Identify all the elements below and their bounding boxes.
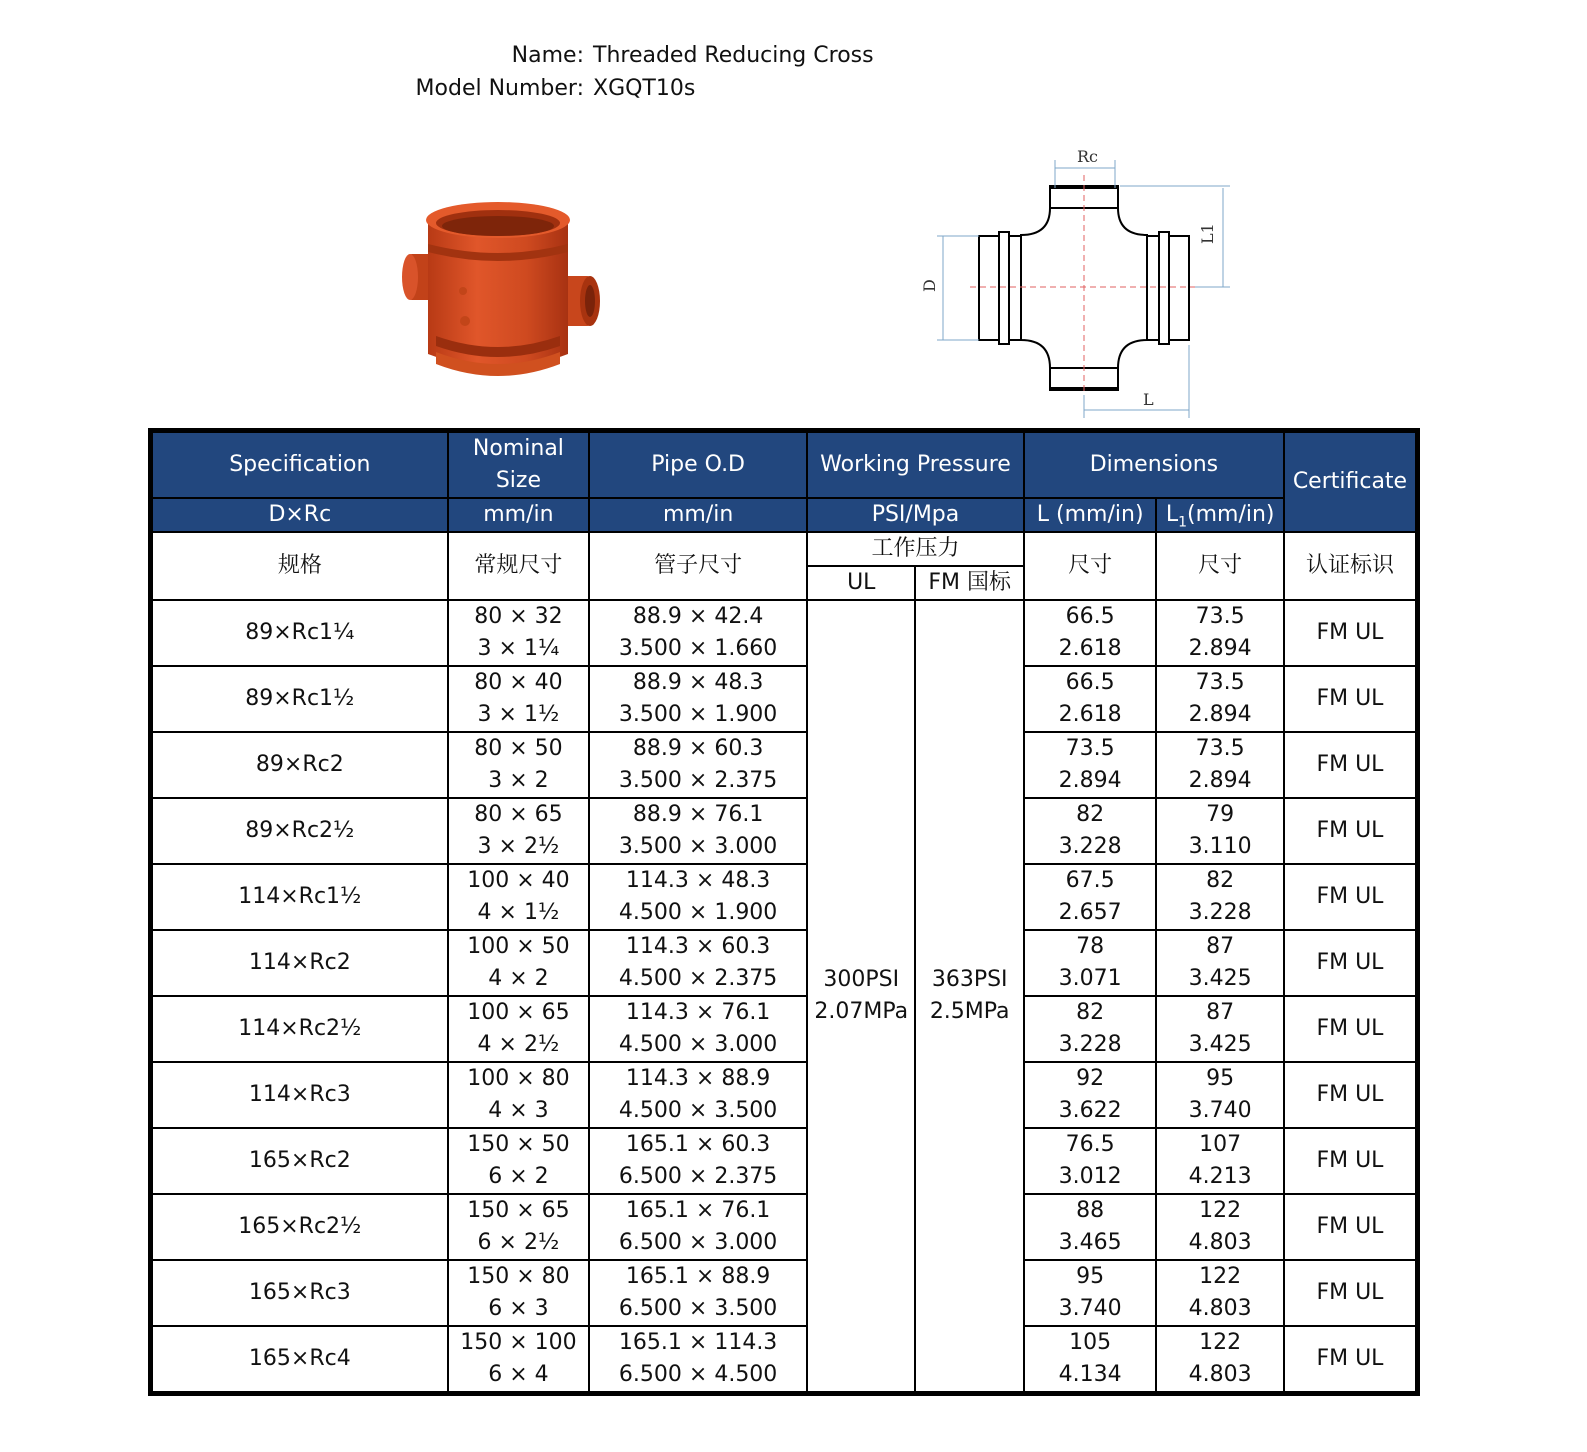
cell-pipe-od-in: 3.500 × 3.000 xyxy=(618,834,778,859)
cell-l-mm: 88 xyxy=(1076,1198,1105,1223)
certificate-value: FM UL xyxy=(1316,686,1384,711)
certificate-value: FM UL xyxy=(1316,884,1384,909)
cell-pipe-od xyxy=(589,600,807,666)
cell-pipe-od xyxy=(589,864,807,930)
cell-certificate xyxy=(1284,1194,1418,1260)
cell-l xyxy=(1024,1128,1157,1194)
cell-l1 xyxy=(1156,1194,1284,1260)
cell-l1 xyxy=(1156,798,1284,864)
cn-nominal-size: 常规尺寸 xyxy=(448,532,590,600)
cell-l-mm: 82 xyxy=(1076,1000,1105,1025)
cell-l-in: 3.012 xyxy=(1058,1164,1122,1189)
cell-l-in: 3.228 xyxy=(1058,834,1122,859)
cell-l-mm: 67.5 xyxy=(1065,868,1115,893)
cell-l-in: 2.618 xyxy=(1058,636,1122,661)
cell-pressure-fm xyxy=(915,600,1023,1394)
cell-l1 xyxy=(1156,732,1284,798)
cell-nominal-in: 4 × 2 xyxy=(488,966,549,991)
spec-value: 89×Rc1½ xyxy=(245,686,355,711)
cell-nominal-mm: 100 × 50 xyxy=(467,934,570,959)
cell-nominal-in: 6 × 2 xyxy=(488,1164,549,1189)
cell-l-mm: 82 xyxy=(1076,802,1105,827)
table-row xyxy=(151,864,1418,930)
cell-l xyxy=(1024,996,1157,1062)
cell-l1-in: 3.740 xyxy=(1188,1098,1252,1123)
cell-l1 xyxy=(1156,600,1284,666)
cell-pipe-od-mm: 114.3 × 88.9 xyxy=(625,1066,771,1091)
cell-nominal-in: 3 × 2½ xyxy=(477,834,560,859)
cell-pipe-od-in: 4.500 × 3.000 xyxy=(618,1032,778,1057)
cell-l xyxy=(1024,1194,1157,1260)
model-number: XGQT10s xyxy=(593,76,696,101)
cell-l1-in: 3.228 xyxy=(1188,900,1252,925)
header-specification: Specification xyxy=(151,431,448,499)
cell-nominal xyxy=(448,732,590,798)
spec-value: 114×Rc2 xyxy=(248,950,351,975)
cell-nominal xyxy=(448,1260,590,1326)
cell-certificate xyxy=(1284,1062,1418,1128)
cell-spec xyxy=(151,1260,448,1326)
cell-nominal xyxy=(448,1062,590,1128)
cell-nominal xyxy=(448,600,590,666)
cell-nominal-mm: 150 × 65 xyxy=(467,1198,570,1223)
certificate-value: FM UL xyxy=(1316,1280,1384,1305)
cell-pipe-od-mm: 88.9 × 60.3 xyxy=(632,736,764,761)
cell-l1-mm: 87 xyxy=(1206,1000,1235,1025)
cell-l-in: 2.894 xyxy=(1058,768,1122,793)
cell-certificate xyxy=(1284,930,1418,996)
cell-nominal xyxy=(448,996,590,1062)
cell-nominal-in: 3 × 1¼ xyxy=(477,636,560,661)
table-row xyxy=(151,798,1418,864)
cell-pipe-od-mm: 114.3 × 76.1 xyxy=(625,1000,771,1025)
cell-l1-mm: 122 xyxy=(1199,1264,1242,1289)
cell-spec xyxy=(151,1062,448,1128)
cell-nominal-in: 6 × 4 xyxy=(488,1362,549,1387)
cell-pipe-od-in: 3.500 × 1.660 xyxy=(618,636,778,661)
cn-pipe-od: 管子尺寸 xyxy=(589,532,807,600)
unit-specification: D×Rc xyxy=(151,498,448,532)
cell-l1-mm: 87 xyxy=(1206,934,1235,959)
certificate-value: FM UL xyxy=(1316,1082,1384,1107)
certificate-value: FM UL xyxy=(1316,752,1384,777)
certificate-value: FM UL xyxy=(1316,1016,1384,1041)
cn-working-pressure: 工作压力 xyxy=(807,532,1024,566)
header-nominal-size xyxy=(448,431,590,499)
cell-certificate xyxy=(1284,600,1418,666)
certificate-value: FM UL xyxy=(1316,950,1384,975)
cell-pipe-od-mm: 88.9 × 76.1 xyxy=(632,802,764,827)
cn-fm: FM 国标 xyxy=(915,566,1023,600)
cell-nominal-mm: 80 × 50 xyxy=(474,736,563,761)
table-row xyxy=(151,1128,1418,1194)
cell-l-mm: 73.5 xyxy=(1065,736,1115,761)
cell-nominal xyxy=(448,666,590,732)
cell-l-mm: 105 xyxy=(1069,1330,1112,1355)
model-label: Model Number: xyxy=(415,76,584,101)
certificate-value: FM UL xyxy=(1316,620,1384,645)
product-name: Threaded Reducing Cross xyxy=(593,43,874,68)
cell-pipe-od-in: 3.500 × 1.900 xyxy=(618,702,778,727)
unit-working-pressure: PSI/Mpa xyxy=(807,498,1024,532)
cell-l xyxy=(1024,1326,1157,1394)
header-working-pressure: Working Pressure xyxy=(807,431,1024,499)
cell-nominal-mm: 150 × 80 xyxy=(467,1264,570,1289)
cell-l1-in: 2.894 xyxy=(1188,636,1252,661)
unit-pipe-od: mm/in xyxy=(589,498,807,532)
cell-l1-in: 3.110 xyxy=(1188,834,1252,859)
cell-nominal-mm: 150 × 100 xyxy=(460,1330,577,1355)
cell-spec xyxy=(151,666,448,732)
spec-value: 114×Rc2½ xyxy=(238,1016,362,1041)
header-pipe-od: Pipe O.D xyxy=(589,431,807,499)
table-row xyxy=(151,1194,1418,1260)
cell-l1-mm: 95 xyxy=(1206,1066,1235,1091)
cell-l1 xyxy=(1156,996,1284,1062)
cell-nominal-mm: 80 × 65 xyxy=(474,802,563,827)
spec-value: 89×Rc1¼ xyxy=(245,620,355,645)
cell-pipe-od-in: 6.500 × 3.000 xyxy=(618,1230,778,1255)
cell-l-mm: 92 xyxy=(1076,1066,1105,1091)
cell-l xyxy=(1024,600,1157,666)
cell-pipe-od-mm: 165.1 × 76.1 xyxy=(625,1198,771,1223)
cell-pipe-od xyxy=(589,666,807,732)
cell-pipe-od-mm: 114.3 × 60.3 xyxy=(625,934,771,959)
cell-l1-in: 4.803 xyxy=(1188,1296,1252,1321)
unit-nominal-size: mm/in xyxy=(448,498,590,532)
cell-nominal xyxy=(448,864,590,930)
certificate-value: FM UL xyxy=(1316,1346,1384,1371)
spec-value: 89×Rc2½ xyxy=(245,818,355,843)
spec-value: 165×Rc2½ xyxy=(238,1214,362,1239)
cell-pipe-od-mm: 114.3 × 48.3 xyxy=(625,868,771,893)
cell-l-mm: 78 xyxy=(1076,934,1105,959)
cell-l-in: 3.740 xyxy=(1058,1296,1122,1321)
cell-pipe-od-in: 6.500 × 3.500 xyxy=(618,1296,778,1321)
cell-spec xyxy=(151,930,448,996)
specification-table xyxy=(148,428,1420,1396)
cell-pipe-od-mm: 88.9 × 42.4 xyxy=(632,604,764,629)
ul-mpa: 2.07MPa xyxy=(814,999,909,1024)
header-dimensions: Dimensions xyxy=(1024,431,1284,499)
certificate-value: FM UL xyxy=(1316,1148,1384,1173)
cell-pipe-od-mm: 165.1 × 114.3 xyxy=(618,1330,778,1355)
spec-value: 165×Rc3 xyxy=(248,1280,351,1305)
unit-l1-suffix: (mm/in) xyxy=(1187,502,1275,527)
cell-spec xyxy=(151,732,448,798)
cell-spec xyxy=(151,600,448,666)
cell-l1-mm: 107 xyxy=(1199,1132,1242,1157)
cell-l1 xyxy=(1156,1128,1284,1194)
table-row xyxy=(151,600,1418,666)
model-row xyxy=(0,73,1587,105)
fm-psi: 363PSI xyxy=(931,967,1008,992)
cn-l1: 尺寸 xyxy=(1156,532,1284,600)
cn-l: 尺寸 xyxy=(1024,532,1157,600)
spec-value: 165×Rc4 xyxy=(248,1346,351,1371)
cell-l1 xyxy=(1156,1062,1284,1128)
cell-spec xyxy=(151,1128,448,1194)
cell-l xyxy=(1024,798,1157,864)
cell-l1-mm: 73.5 xyxy=(1195,604,1245,629)
cell-l xyxy=(1024,1062,1157,1128)
cell-l xyxy=(1024,930,1157,996)
cell-spec xyxy=(151,864,448,930)
fm-mpa: 2.5MPa xyxy=(929,999,1010,1024)
cell-certificate xyxy=(1284,996,1418,1062)
cell-l-mm: 66.5 xyxy=(1065,670,1115,695)
table-row xyxy=(151,666,1418,732)
cell-pipe-od xyxy=(589,1128,807,1194)
cell-certificate xyxy=(1284,1128,1418,1194)
certificate-value: FM UL xyxy=(1316,818,1384,843)
cell-pipe-od-mm: 165.1 × 88.9 xyxy=(625,1264,771,1289)
cell-l1-in: 3.425 xyxy=(1188,966,1252,991)
dim-label-rc: Rc xyxy=(1077,147,1099,166)
cell-nominal xyxy=(448,798,590,864)
unit-l1 xyxy=(1156,498,1284,532)
header-nominal-size-line1: Nominal xyxy=(472,436,564,461)
cell-l1 xyxy=(1156,1326,1284,1394)
cell-l1-mm: 79 xyxy=(1206,802,1235,827)
cell-certificate xyxy=(1284,666,1418,732)
cell-nominal-mm: 100 × 80 xyxy=(467,1066,570,1091)
cell-l1-in: 4.803 xyxy=(1188,1230,1252,1255)
dim-label-d: D xyxy=(920,279,939,292)
cell-l xyxy=(1024,864,1157,930)
cell-pipe-od-mm: 165.1 × 60.3 xyxy=(625,1132,771,1157)
cell-l-in: 3.465 xyxy=(1058,1230,1122,1255)
name-row xyxy=(0,40,1587,72)
cell-l xyxy=(1024,666,1157,732)
cell-pipe-od-mm: 88.9 × 48.3 xyxy=(632,670,764,695)
unit-l1-sub: 1 xyxy=(1178,514,1188,531)
cell-pipe-od-in: 4.500 × 3.500 xyxy=(618,1098,778,1123)
cell-nominal xyxy=(448,1128,590,1194)
cn-specification: 规格 xyxy=(151,532,448,600)
cell-pipe-od xyxy=(589,732,807,798)
spec-value: 89×Rc2 xyxy=(255,752,344,777)
cell-l1-in: 3.425 xyxy=(1188,1032,1252,1057)
product-photo xyxy=(398,196,608,391)
cell-pipe-od-in: 6.500 × 4.500 xyxy=(618,1362,778,1387)
cell-pipe-od-in: 3.500 × 2.375 xyxy=(618,768,778,793)
cell-l1-in: 4.213 xyxy=(1188,1164,1252,1189)
spec-value: 114×Rc3 xyxy=(248,1082,351,1107)
cell-l1 xyxy=(1156,864,1284,930)
cell-spec xyxy=(151,1194,448,1260)
cell-l-in: 2.657 xyxy=(1058,900,1122,925)
cn-certificate: 认证标识 xyxy=(1284,532,1418,600)
cell-pipe-od-in: 4.500 × 1.900 xyxy=(618,900,778,925)
cell-l1-in: 2.894 xyxy=(1188,702,1252,727)
cell-l-in: 3.622 xyxy=(1058,1098,1122,1123)
spec-value: 165×Rc2 xyxy=(248,1148,351,1173)
cell-pipe-od xyxy=(589,996,807,1062)
cell-l-mm: 66.5 xyxy=(1065,604,1115,629)
cell-l-in: 2.618 xyxy=(1058,702,1122,727)
cell-nominal-mm: 100 × 65 xyxy=(467,1000,570,1025)
cell-nominal-in: 6 × 2½ xyxy=(477,1230,560,1255)
cell-pipe-od xyxy=(589,798,807,864)
cell-nominal-in: 3 × 1½ xyxy=(477,702,560,727)
cell-spec xyxy=(151,1326,448,1394)
cell-certificate xyxy=(1284,864,1418,930)
cell-l xyxy=(1024,732,1157,798)
cell-l1-mm: 73.5 xyxy=(1195,670,1245,695)
table-row xyxy=(151,1062,1418,1128)
cell-spec xyxy=(151,798,448,864)
unit-l1-prefix: L xyxy=(1165,502,1179,527)
cell-nominal-in: 6 × 3 xyxy=(488,1296,549,1321)
cell-nominal xyxy=(448,1194,590,1260)
table-row xyxy=(151,930,1418,996)
cell-nominal xyxy=(448,930,590,996)
cell-l1-mm: 122 xyxy=(1199,1330,1242,1355)
unit-l: L (mm/in) xyxy=(1024,498,1157,532)
table-row xyxy=(151,1260,1418,1326)
cell-nominal-mm: 100 × 40 xyxy=(467,868,570,893)
dim-label-l: L xyxy=(1143,390,1154,409)
table-row xyxy=(151,1326,1418,1394)
cell-certificate xyxy=(1284,732,1418,798)
cell-l1 xyxy=(1156,666,1284,732)
cell-pipe-od-in: 6.500 × 2.375 xyxy=(618,1164,778,1189)
header-certificate: Certificate xyxy=(1284,431,1418,533)
cell-l-mm: 76.5 xyxy=(1065,1132,1115,1157)
certificate-value: FM UL xyxy=(1316,1214,1384,1239)
cell-l1 xyxy=(1156,930,1284,996)
cell-nominal-mm: 150 × 50 xyxy=(467,1132,570,1157)
table-row xyxy=(151,996,1418,1062)
cell-nominal-in: 4 × 2½ xyxy=(477,1032,560,1057)
ul-psi: 300PSI xyxy=(823,967,900,992)
cell-l1-mm: 122 xyxy=(1199,1198,1242,1223)
cell-certificate xyxy=(1284,1260,1418,1326)
cell-nominal xyxy=(448,1326,590,1394)
name-label: Name: xyxy=(511,43,584,68)
cell-l-in: 3.228 xyxy=(1058,1032,1122,1057)
cell-l1-in: 2.894 xyxy=(1188,768,1252,793)
cell-l1-mm: 73.5 xyxy=(1195,736,1245,761)
cell-certificate xyxy=(1284,1326,1418,1394)
dim-label-l1: L1 xyxy=(1198,223,1217,244)
cell-l-mm: 95 xyxy=(1076,1264,1105,1289)
spec-value: 114×Rc1½ xyxy=(238,884,362,909)
cell-l-in: 4.134 xyxy=(1058,1362,1122,1387)
cell-nominal-in: 4 × 1½ xyxy=(477,900,560,925)
cn-ul: UL xyxy=(807,566,915,600)
table-row xyxy=(151,732,1418,798)
cell-l1 xyxy=(1156,1260,1284,1326)
cell-l1-in: 4.803 xyxy=(1188,1362,1252,1387)
cell-spec xyxy=(151,996,448,1062)
cell-nominal-mm: 80 × 40 xyxy=(474,670,563,695)
cell-pipe-od-in: 4.500 × 2.375 xyxy=(618,966,778,991)
technical-drawing xyxy=(915,140,1245,430)
header-nominal-size-line2: Size xyxy=(495,468,542,493)
cell-nominal-mm: 80 × 32 xyxy=(474,604,563,629)
cell-l-in: 3.071 xyxy=(1058,966,1122,991)
cell-certificate xyxy=(1284,798,1418,864)
cell-pipe-od xyxy=(589,930,807,996)
cell-pipe-od xyxy=(589,1062,807,1128)
cell-nominal-in: 4 × 3 xyxy=(488,1098,549,1123)
cell-l1-mm: 82 xyxy=(1206,868,1235,893)
cell-pipe-od xyxy=(589,1326,807,1394)
cell-pipe-od xyxy=(589,1260,807,1326)
cell-pipe-od xyxy=(589,1194,807,1260)
cell-pressure-ul xyxy=(807,600,915,1394)
cell-nominal-in: 3 × 2 xyxy=(488,768,549,793)
cell-l xyxy=(1024,1260,1157,1326)
